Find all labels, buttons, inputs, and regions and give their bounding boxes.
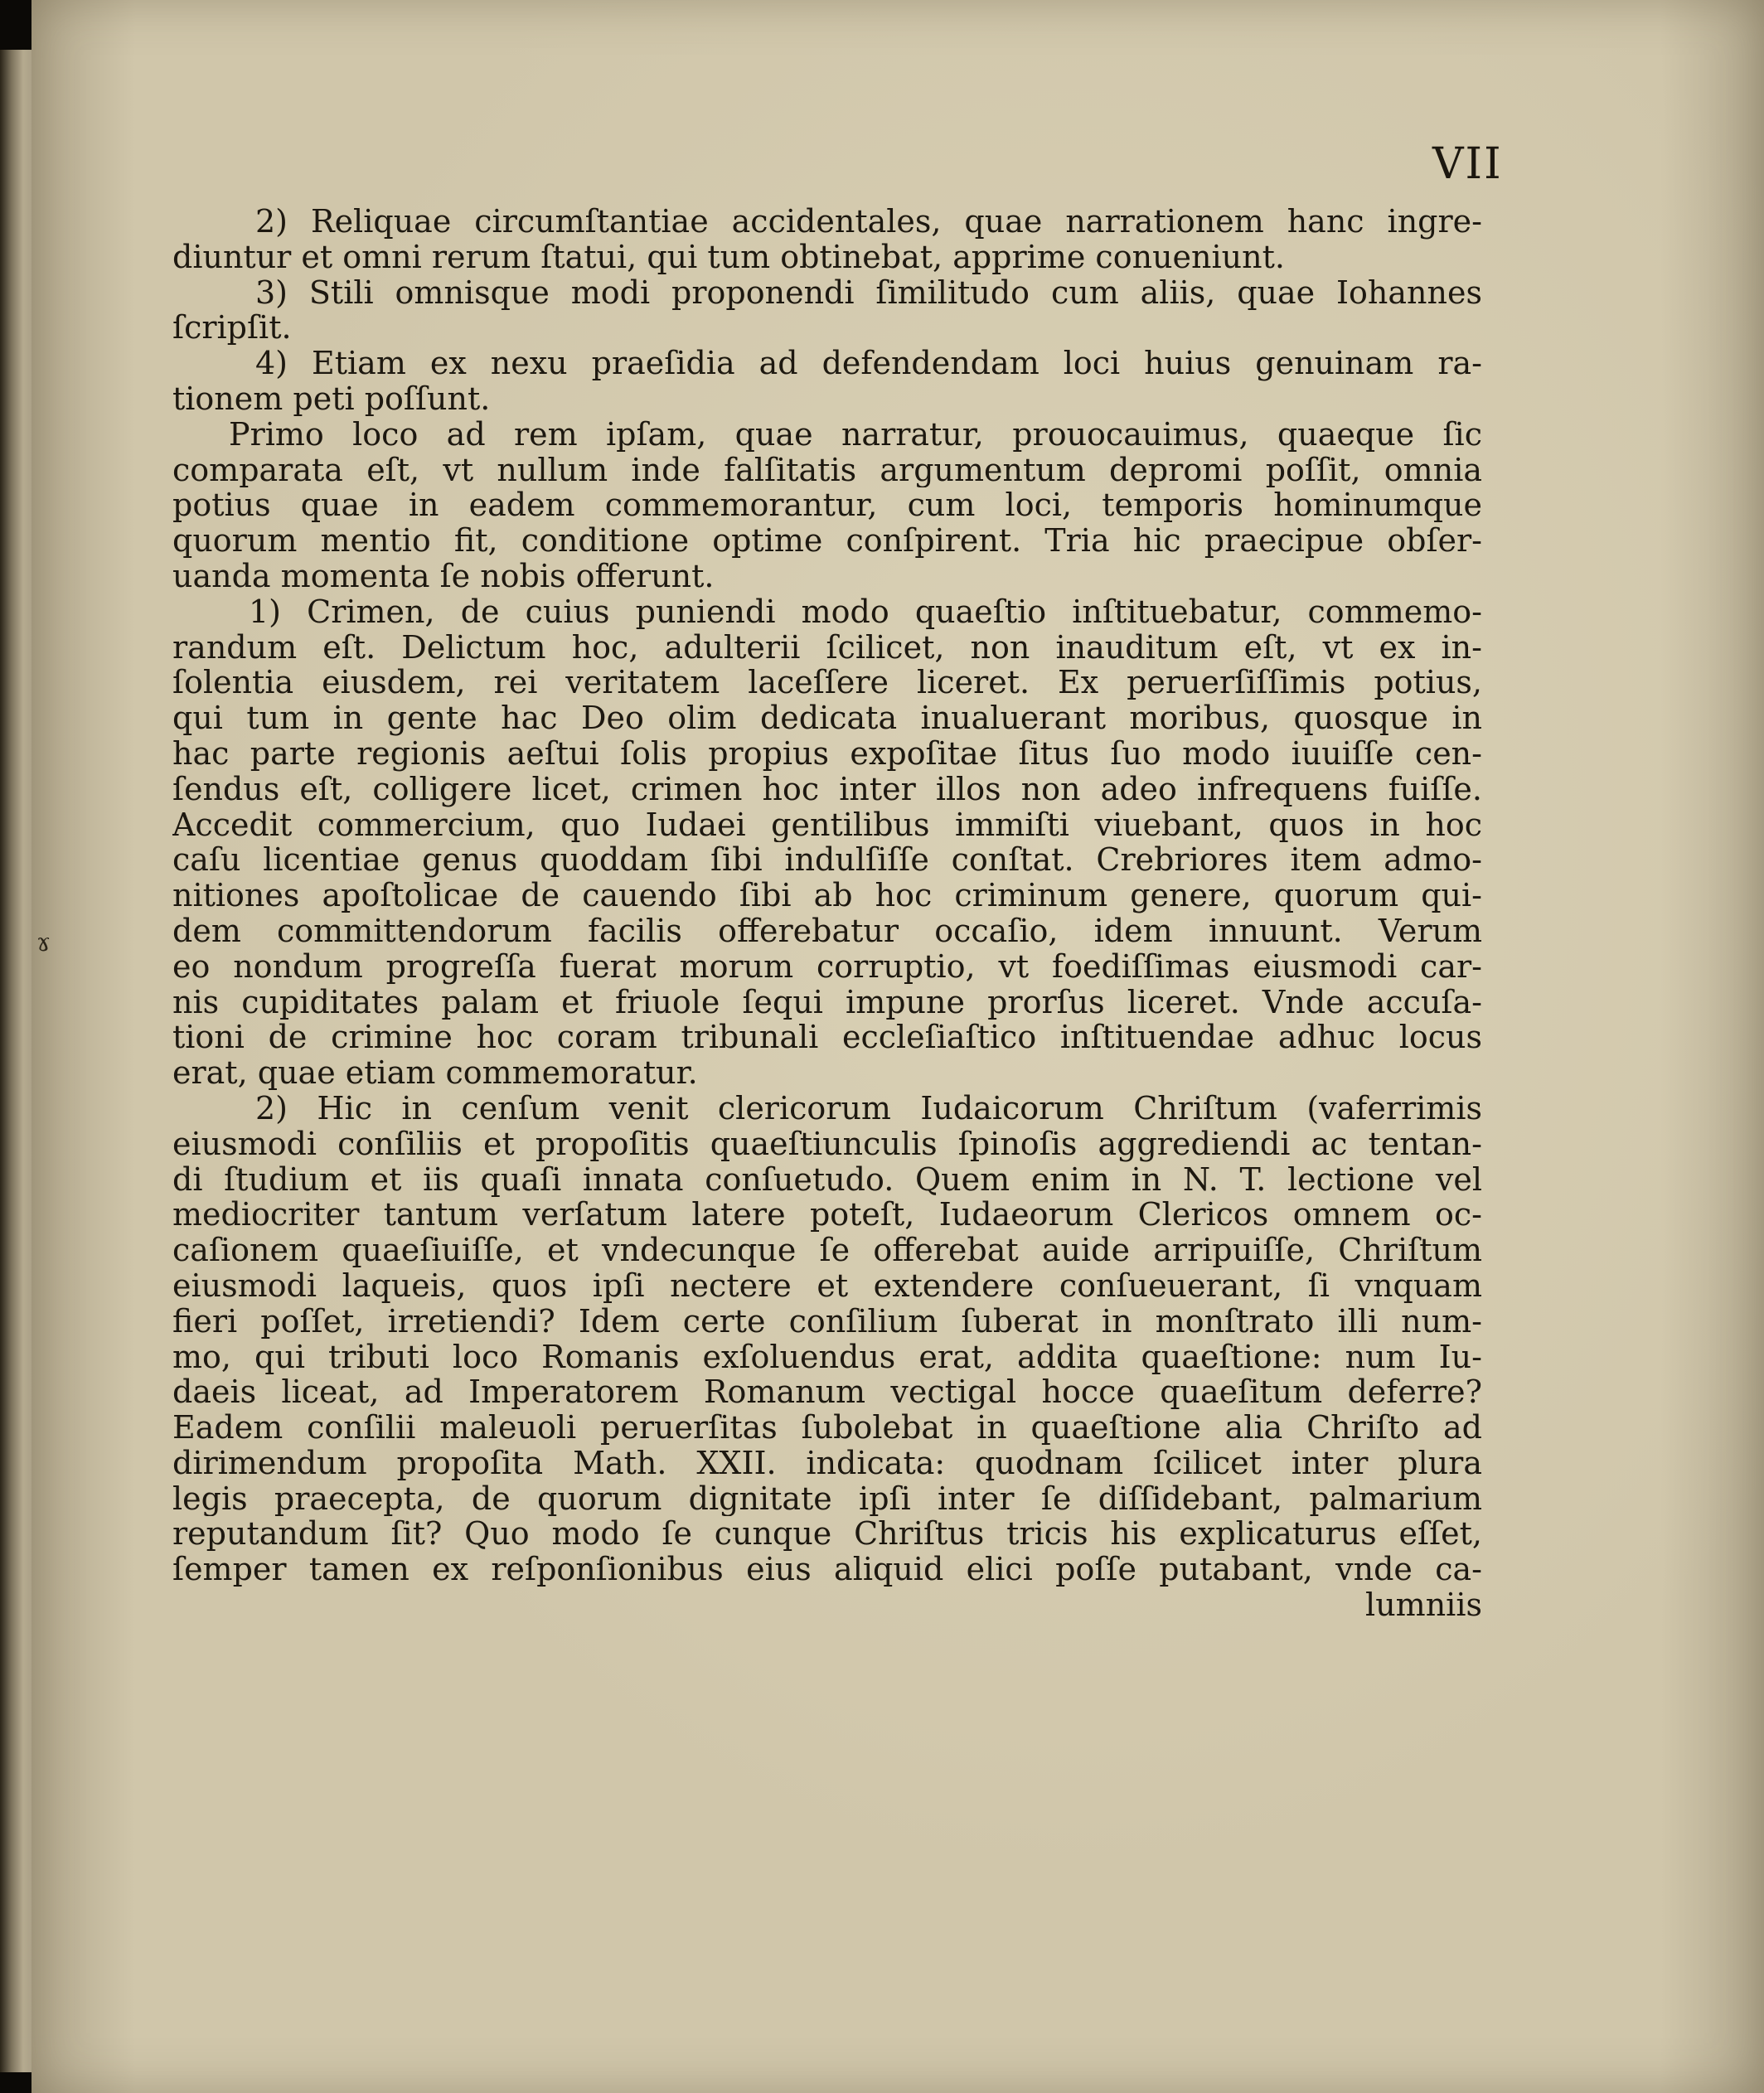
page-number: VII [1432, 139, 1503, 189]
text-line: daeis liceat, ad Imperatorem Romanum vectigal hocce quaeſitum deferre? [172, 1374, 1482, 1411]
text-line: Accedit commercium, quo Iudaei gentilibus immiſti viuebant, quos in hoc [172, 807, 1482, 843]
text-line: diuntur et omni rerum ſtatui, qui tum obtinebat, apprime conueniunt. [172, 239, 1285, 275]
margin-ink-mark: ɤ [36, 928, 51, 957]
text-line: mo, qui tributi loco Romanis exſoluendus erat, addita quaeſtione: num Iu- [172, 1339, 1482, 1375]
book-page [32, 0, 1764, 2093]
text-line: Primo loco ad rem ipſam, quae narratur, prouocauimus, quaeque ſic [229, 416, 1482, 453]
text-line: randum eſt. Delictum hoc, adulterii ſcilicet, non inauditum eſt, vt ex in- [172, 629, 1482, 666]
text-line: dirimendum propoſita Math. XXII. indicata: quodnam ſcilicet inter plura [172, 1445, 1482, 1481]
text-line: 2) Hic in cenſum venit clericorum Iudaicorum Chriſtum (vaferrimis [255, 1090, 1482, 1126]
text-line: eiusmodi conſiliis et propoſitis quaeſtiunculis ſpinoſis aggrediendi ac tentan- [172, 1126, 1482, 1162]
text-line: nis cupiditates palam et friuole ſequi impune prorſus liceret. Vnde accuſa- [172, 984, 1482, 1020]
text-line: di ſtudium et iis quaſi innata conſuetudo. Quem enim in N. T. lectione vel [172, 1161, 1482, 1198]
text-line: comparata eſt, vt nullum inde falſitatis argumentum depromi poſſit, omnia [172, 452, 1482, 488]
text-line: erat, quae etiam commemoratur. [172, 1055, 698, 1091]
text-line: 4) Etiam ex nexu praeſidia ad defendendam loci huius genuinam ra- [255, 346, 1482, 381]
text-line: 2) Reliquae circumſtantiae accidentales, quae narrationem hanc ingre- [255, 204, 1482, 240]
text-line: 3) Stili omnisque modi proponendi ſimilitudo cum aliis, quae Iohannes [255, 274, 1482, 311]
text-line: qui tum in gente hac Deo olim dedicata inualuerant moribus, quosque in [172, 700, 1482, 736]
text-line: dem committendorum facilis offerebatur occaſio, idem innuunt. Verum [172, 913, 1482, 949]
text-line: caſionem quaeſiuiſſe, et vndecunque ſe offerebat auide arripuiſſe, Chriſtum [172, 1233, 1482, 1268]
text-line: fieri poſſet, irretiendi? Idem certe conſilium ſuberat in monſtrato illi num- [172, 1303, 1482, 1340]
text-line: nitiones apoſtolicae de cauendo ſibi ab hoc criminum genere, quorum qui- [172, 878, 1482, 913]
catchword: lumniis [1365, 1587, 1482, 1623]
text-line: ſemper tamen ex reſponſionibus eius aliquid elici poſſe putabant, vnde ca- [172, 1552, 1482, 1588]
text-line: tionem peti poſſunt. [172, 380, 491, 417]
text-line: Eadem conſilii maleuoli peruerſitas ſubolebat in quaeſtione alia Chriſto ad [172, 1410, 1482, 1446]
text-line: potius quae in eadem commemorantur, cum loci, temporis hominumque [172, 487, 1482, 524]
text-line: eo nondum progreſſa fuerat morum corruptio, vt foediſſimas eiusmodi car- [172, 948, 1482, 985]
text-line: 1) Crimen, de cuius puniendi modo quaeſtio inſtituebatur, commemo- [249, 594, 1482, 630]
text-line: caſu licentiae genus quoddam ſibi indulſiſſe conſtat. Crebriores item admo- [172, 842, 1482, 879]
text-line: quorum mentio fit, conditione optime conſpirent. Tria hic praecipue obſer- [172, 523, 1482, 559]
text-line: eiusmodi laqueis, quos ipſi nectere et extendere conſueuerant, ſi vnquam [172, 1267, 1482, 1304]
text-line: ſolentia eiusdem, rei veritatem laceſſere liceret. Ex peruerſiſſimis potius, [172, 665, 1482, 701]
text-line: uanda momenta ſe nobis offerunt. [172, 558, 715, 594]
text-line: tioni de crimine hoc coram tribunali eccleſiaſtico inſtituendae adhuc locus [172, 1020, 1482, 1056]
text-line: reputandum ſit? Quo modo ſe cunque Chriſtus tricis his explicaturus eſſet, [172, 1516, 1482, 1553]
text-line: ſendus eſt, colligere licet, crimen hoc inter illos non adeo infrequens fuiſſe. [172, 771, 1482, 807]
text-line: legis praecepta, de quorum dignitate ipſi inter ſe diſſidebant, palmarium [172, 1480, 1482, 1517]
body-text [172, 204, 1482, 1623]
text-line: ſcripſit. [172, 310, 292, 346]
text-line: mediocriter tantum verſatum latere poteſt, Iudaeorum Clericos omnem oc- [172, 1197, 1482, 1233]
book-spine-edge [0, 50, 33, 2072]
text-line: hac parte regionis aeſtui ſolis propius expoſitae ſitus ſuo modo iuuiſſe cen- [172, 735, 1482, 772]
